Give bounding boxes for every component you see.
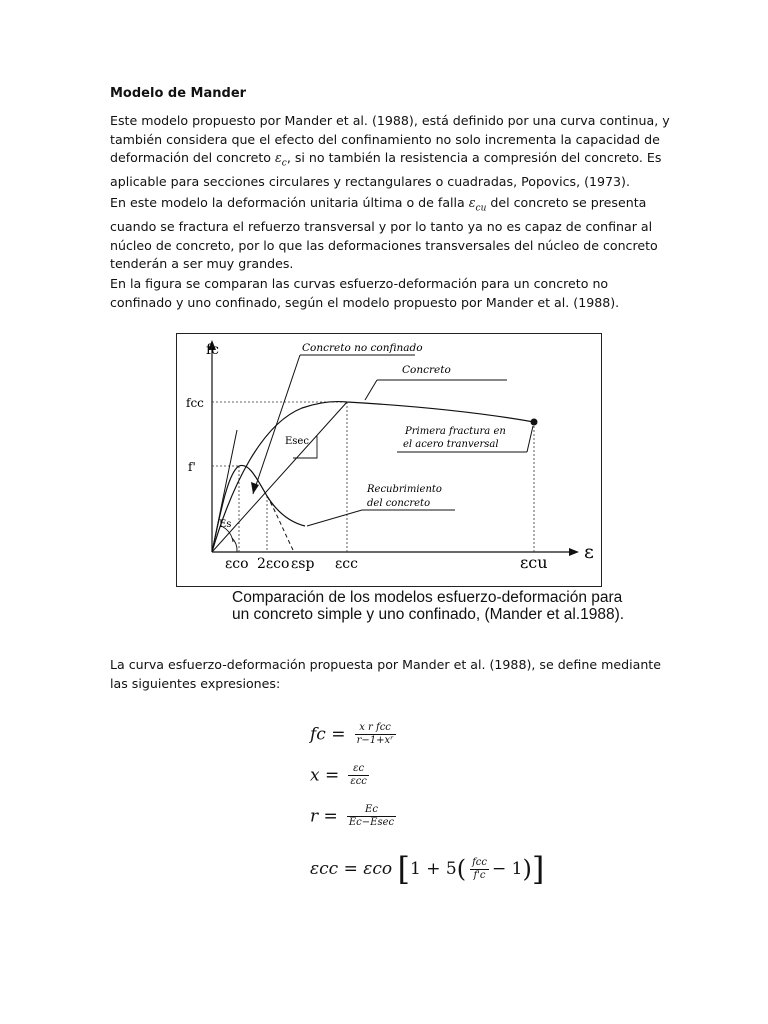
paragraph-1-text-b: , si no también la resistencia a compresión del concreto. Es aplicable para secciones circulares y rectangulares o cuadradas, Popovics, (1973).	[110, 150, 662, 190]
section-heading: Modelo de Mander	[110, 86, 247, 101]
tick-ecc: εcc	[335, 556, 358, 572]
x-axis-label: ε	[584, 541, 594, 563]
cover-leader	[307, 510, 362, 526]
es-line	[212, 430, 237, 552]
equation-r: r = $\frac{Ec}{Ec-Esec}$	[310, 804, 395, 828]
es-annotation: Es	[219, 519, 232, 530]
confined-curve	[212, 402, 534, 552]
paragraph-1-text-a: Este modelo propuesto por Mander et al. (1988), está definido por una curva continua, y también considera que el efecto del confinamiento no solo incrementa la capacidad de deformación del concreto	[110, 113, 670, 165]
fcc-label: fcc	[186, 396, 204, 410]
tick-ecu: εcu	[520, 553, 548, 572]
epsilon-c-symbol: $\varepsilon_c$	[275, 150, 287, 169]
unconfined-leader	[253, 355, 300, 494]
fracture-leader	[527, 426, 533, 452]
figure-caption	[232, 589, 632, 623]
stress-strain-figure	[176, 333, 602, 587]
unconfined-leader-arrow-icon	[251, 482, 259, 494]
fracture-point	[531, 419, 538, 426]
paragraph-3: En la figura se comparan las curvas esfuerzo-deformación para un concreto no confinado y uno confinado, según el modelo propuesto por Mander et al. (1988).	[110, 276, 620, 310]
paragraph-2-text-a: En este modelo la deformación unitaria última o de falla	[110, 195, 469, 210]
y-axis-label: fc	[206, 342, 220, 358]
stress-strain-diagram	[177, 334, 601, 586]
confined-leader	[365, 380, 377, 400]
caption-line-1: Comparación de los modelos esfuerzo-deformación para	[232, 589, 623, 606]
equation-fc: fc = $\frac{\text{x r fcc}}{\text{r−1+xʳ}}$	[310, 722, 394, 746]
confined-annotation: Concreto	[402, 364, 451, 376]
esec-annotation: Esec	[285, 436, 309, 447]
cover-annotation-1: Recubrimiento	[367, 484, 442, 495]
cover-annotation-2: del concreto	[367, 498, 431, 509]
caption-line-2: un concreto simple y uno confinado, (Mander et al.1988).	[232, 606, 625, 623]
fracture-annotation-1: Primera fractura en	[405, 426, 506, 437]
tick-esp: εsp	[291, 556, 315, 572]
fracture-annotation-2: el acero tranversal	[403, 439, 499, 450]
equation-ecc: εcc = εco [1 + 5( $\frac{\text{fcc}}{f'c}$ − 1)]	[310, 850, 545, 888]
paragraph-2	[110, 194, 670, 274]
fprime-label: f'	[188, 460, 196, 474]
unconfined-annotation: Concreto no confinado	[302, 342, 423, 354]
paragraph-1	[110, 112, 670, 192]
equation-x: x = $\frac{\varepsilon c}{\text{εcc}}$	[310, 763, 367, 787]
epsilon-cu-symbol: $\varepsilon_{cu}$	[468, 195, 487, 214]
tick-two-eco: 2εco	[257, 556, 290, 572]
tick-eco: εco	[225, 556, 249, 572]
x-axis-arrow-icon	[569, 548, 579, 556]
esec-line	[212, 402, 347, 552]
spalling-curve	[267, 496, 294, 552]
paragraph-4: La curva esfuerzo-deformación propuesta por Mander et al. (1988), se define mediante las siguientes expresiones:	[110, 657, 661, 691]
paragraph-2-text-b: del concreto se presenta cuando se fractura el refuerzo transversal y por lo tanto ya no es capaz de confinar al núcleo de concreto, por lo que las deformaciones transversales del núcleo de concreto tenderán a ser muy grandes.	[110, 195, 658, 272]
